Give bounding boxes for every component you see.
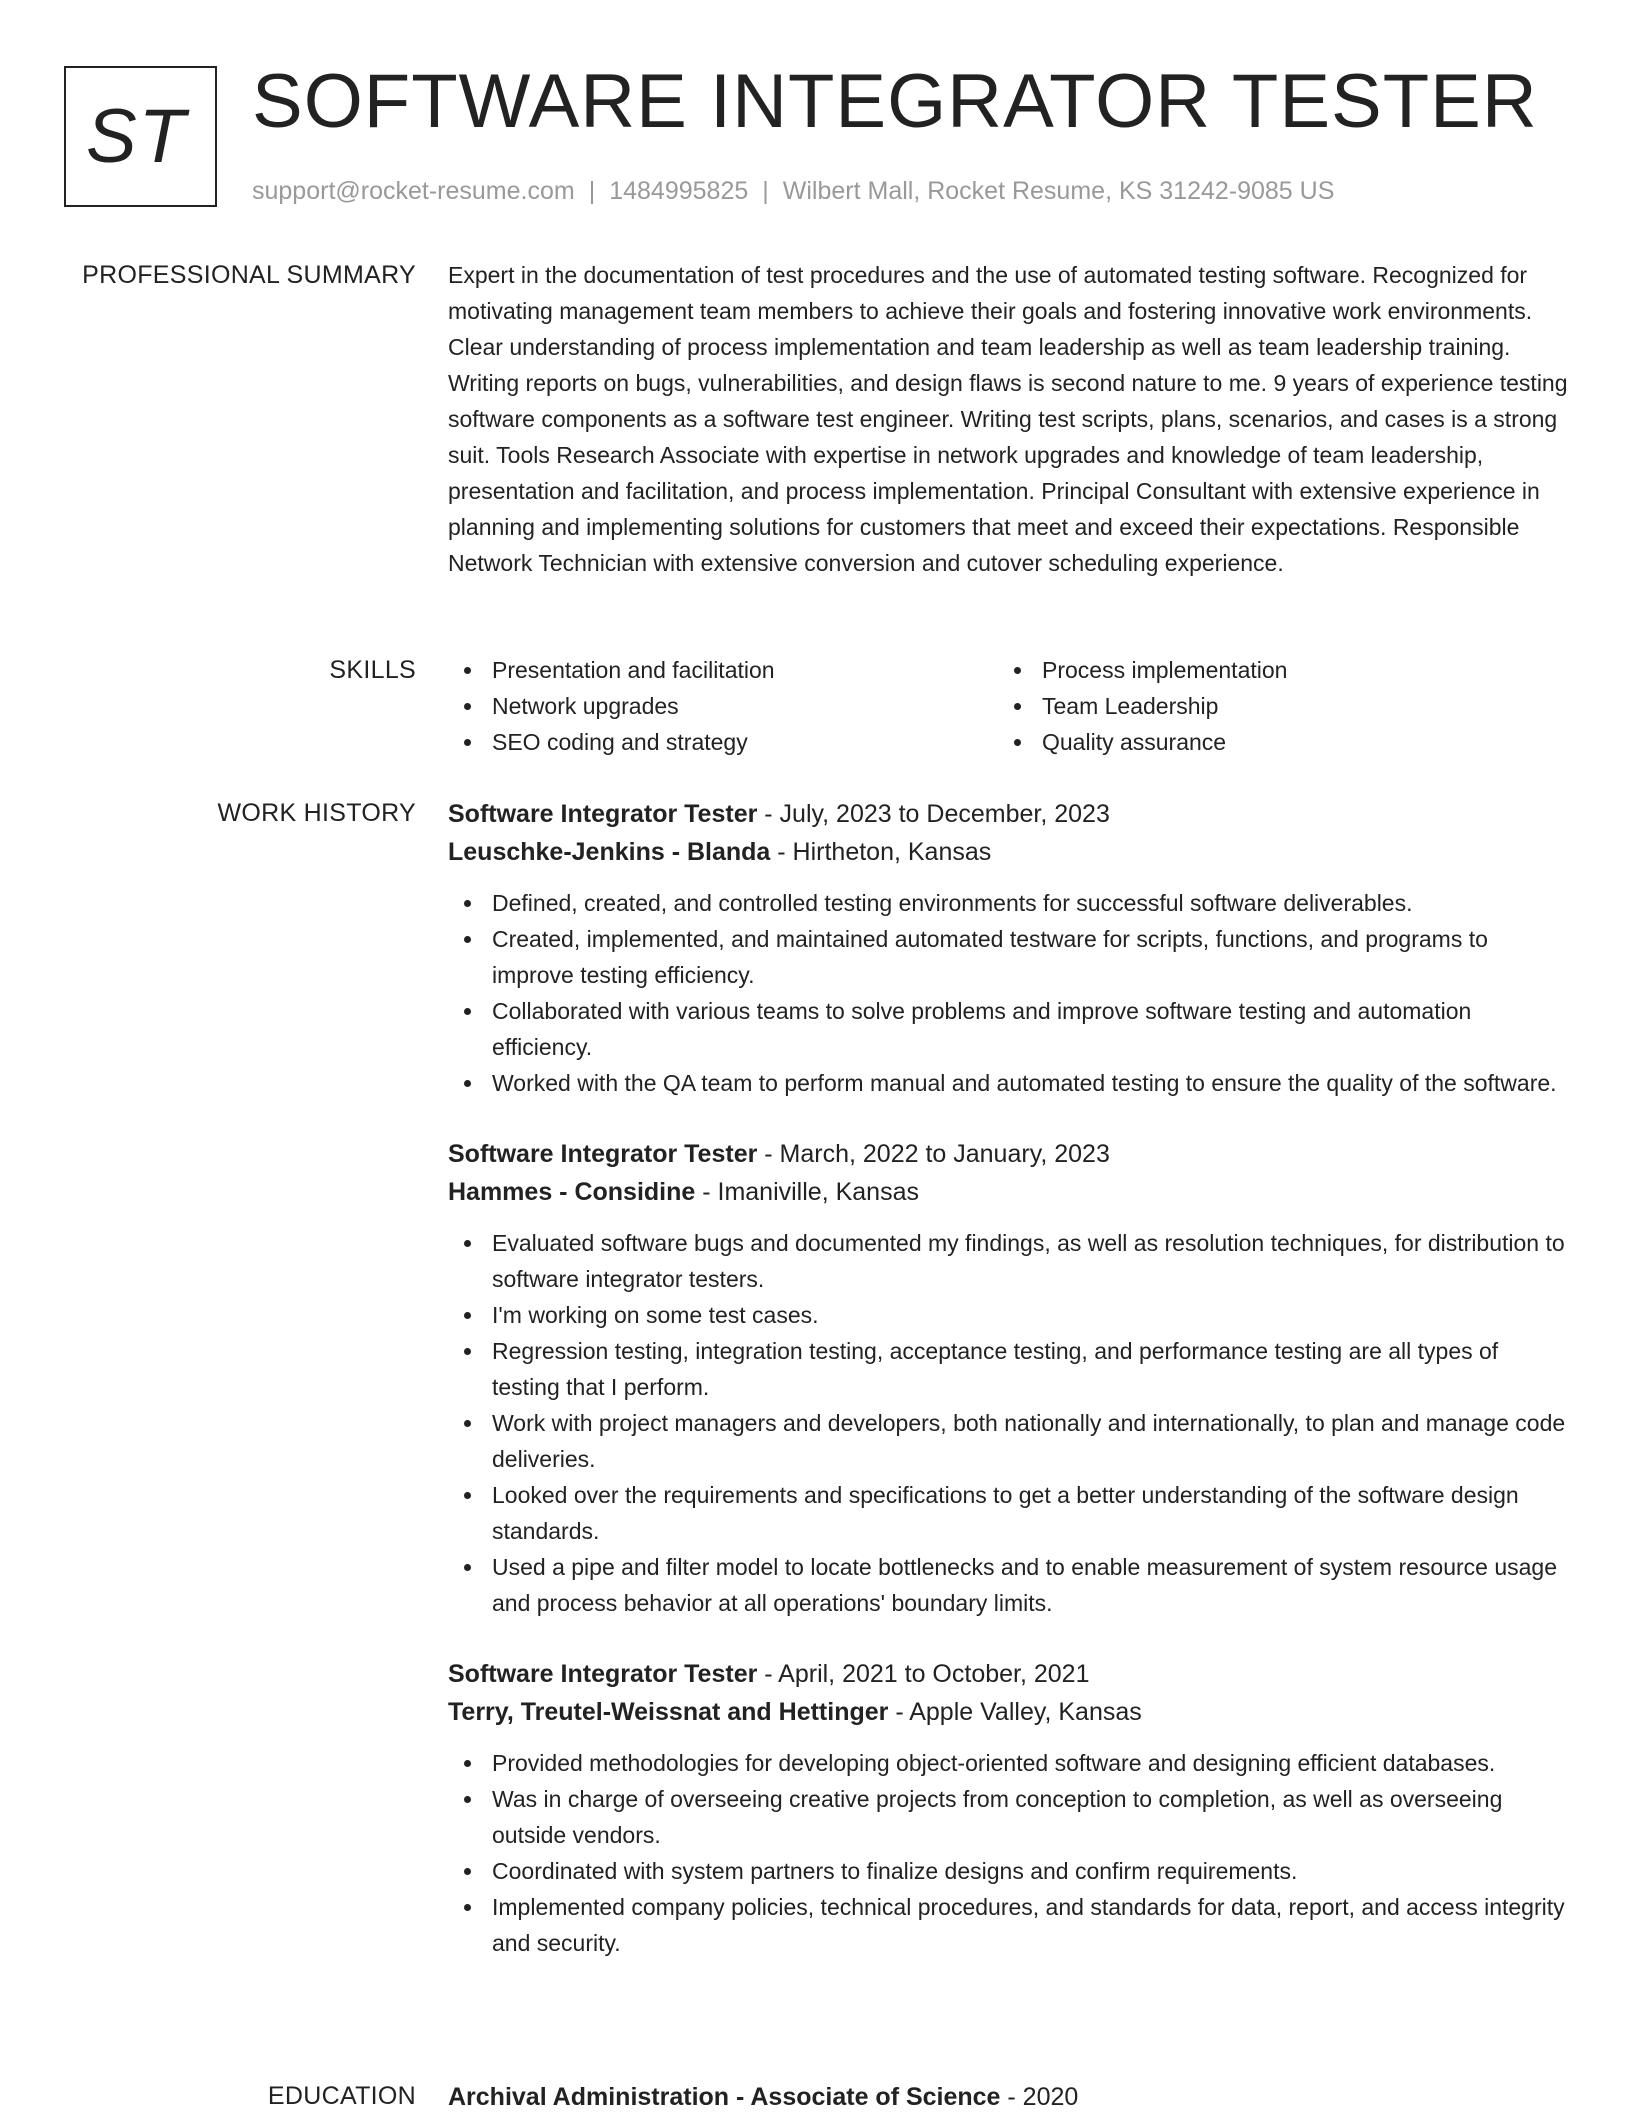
job-company: Terry, Treutel-Weissnat and Hettinger [448, 1698, 889, 1726]
skill-item: Presentation and facilitation [492, 652, 998, 688]
job-company-line [448, 1693, 1568, 1731]
job-company-line [448, 1173, 1568, 1211]
skill-item: Process implementation [1042, 652, 1548, 688]
skills-list-right [998, 652, 1548, 760]
skill-item: Quality assurance [1042, 724, 1548, 760]
skill-item: Team Leadership [1042, 688, 1548, 724]
job-company: Hammes - Considine [448, 1178, 696, 1206]
job-location: - Hirtheton, Kansas [770, 838, 992, 866]
education-entry [448, 2078, 1568, 2116]
job-bullets [448, 885, 1568, 1101]
job-dates: - April, 2021 to October, 2021 [757, 1660, 1090, 1688]
job-bullet: Implemented company policies, technical procedures, and standards for data, report, and access integrity and security. [492, 1889, 1568, 1961]
job-bullets [448, 1745, 1568, 1961]
job-bullet: Work with project managers and developers, both nationally and internationally, to plan and manage code deliveries. [492, 1405, 1568, 1477]
education-year: - 2020 [1000, 2083, 1079, 2111]
job-dates: - July, 2023 to December, 2023 [757, 800, 1110, 828]
job-bullet: Regression testing, integration testing, acceptance testing, and performance testing are all types of testing that I perform. [492, 1333, 1568, 1405]
contact-email[interactable]: support@rocket-resume.com [252, 177, 575, 205]
job-title-line [448, 1135, 1568, 1173]
job-bullet: I'm working on some test cases. [492, 1297, 1568, 1333]
contact-phone[interactable]: 1484995825 [609, 177, 749, 205]
job-bullet: Coordinated with system partners to finalize designs and confirm requirements. [492, 1853, 1568, 1889]
candidate-name: SOFTWARE INTEGRATOR TESTER [252, 59, 1538, 144]
contact-separator: | [588, 177, 596, 205]
job-title: Software Integrator Tester [448, 1660, 758, 1688]
job-bullet: Was in charge of overseeing creative projects from conception to completion, as well as overseeing outside vendors. [492, 1781, 1568, 1853]
skills-heading: SKILLS [329, 656, 416, 684]
work-history-body [448, 795, 1568, 1995]
monogram-initials: ST [85, 94, 188, 179]
education-degree: Archival Administration - Associate of Science [448, 2083, 1001, 2111]
job-title-line [448, 795, 1568, 833]
job-bullet: Defined, created, and controlled testing environments for successful software deliverables. [492, 885, 1568, 921]
contact-address: Wilbert Mall, Rocket Resume, KS 31242-9085 US [782, 177, 1335, 205]
job-title: Software Integrator Tester [448, 1140, 758, 1168]
summary-heading: PROFESSIONAL SUMMARY [82, 261, 416, 289]
job-bullet: Created, implemented, and maintained automated testware for scripts, functions, and programs to improve testing efficiency. [492, 921, 1568, 993]
work-history-heading: WORK HISTORY [217, 799, 416, 827]
job-bullet: Provided methodologies for developing object-oriented software and designing efficient databases. [492, 1745, 1568, 1781]
job-company-line [448, 833, 1568, 871]
job-dates: - March, 2022 to January, 2023 [757, 1140, 1110, 1168]
contact-separator: | [762, 177, 769, 205]
job-bullet: Used a pipe and filter model to locate bottlenecks and to enable measurement of system resource usage and process behavior at all operations' boundary limits. [492, 1549, 1568, 1621]
job-entry [448, 1655, 1568, 1961]
skill-item: Network upgrades [492, 688, 998, 724]
summary-body [448, 257, 1568, 581]
skill-item: SEO coding and strategy [492, 724, 998, 760]
monogram-box [64, 66, 217, 207]
job-entry [448, 1135, 1568, 1621]
education-body [448, 2078, 1568, 2116]
job-location: - Imaniville, Kansas [695, 1178, 919, 1206]
job-bullets [448, 1225, 1568, 1621]
skills-body [448, 652, 1568, 760]
job-entry [448, 795, 1568, 1101]
job-bullet: Worked with the QA team to perform manual and automated testing to ensure the quality of the software. [492, 1065, 1568, 1101]
job-location: - Apple Valley, Kansas [888, 1698, 1142, 1726]
job-bullet: Collaborated with various teams to solve problems and improve software testing and automation efficiency. [492, 993, 1568, 1065]
education-heading: EDUCATION [267, 2082, 416, 2110]
job-title: Software Integrator Tester [448, 800, 758, 828]
job-bullet: Looked over the requirements and specifications to get a better understanding of the software design standards. [492, 1477, 1568, 1549]
contact-line [252, 174, 1334, 208]
job-bullet: Evaluated software bugs and documented my findings, as well as resolution techniques, for distribution to software integrator testers. [492, 1225, 1568, 1297]
summary-text: Expert in the documentation of test procedures and the use of automated testing software. Recognized for motivating management team members to achieve their goals and fostering innovative work environments. Clear understanding of process implementation and team leadership as well as team leadership training. Writing reports on bugs, vulnerabilities, and design flaws is second nature to me. 9 years of experience testing software components as a software test engineer. Writing test scripts, plans, scenarios, and cases is a strong suit. Tools Research Associate with expertise in network upgrades and knowledge of team leadership, presentation and facilitation, and process implementation. Principal Consultant with extensive experience in planning and implementing solutions for customers that meet and exceed their expectations. Responsible Network Technician with extensive conversion and cutover scheduling experience. [448, 262, 1568, 576]
skills-grid [448, 652, 1568, 760]
job-title-line [448, 1655, 1568, 1693]
skills-list-left [448, 652, 998, 760]
job-company: Leuschke-Jenkins - Blanda [448, 838, 771, 866]
